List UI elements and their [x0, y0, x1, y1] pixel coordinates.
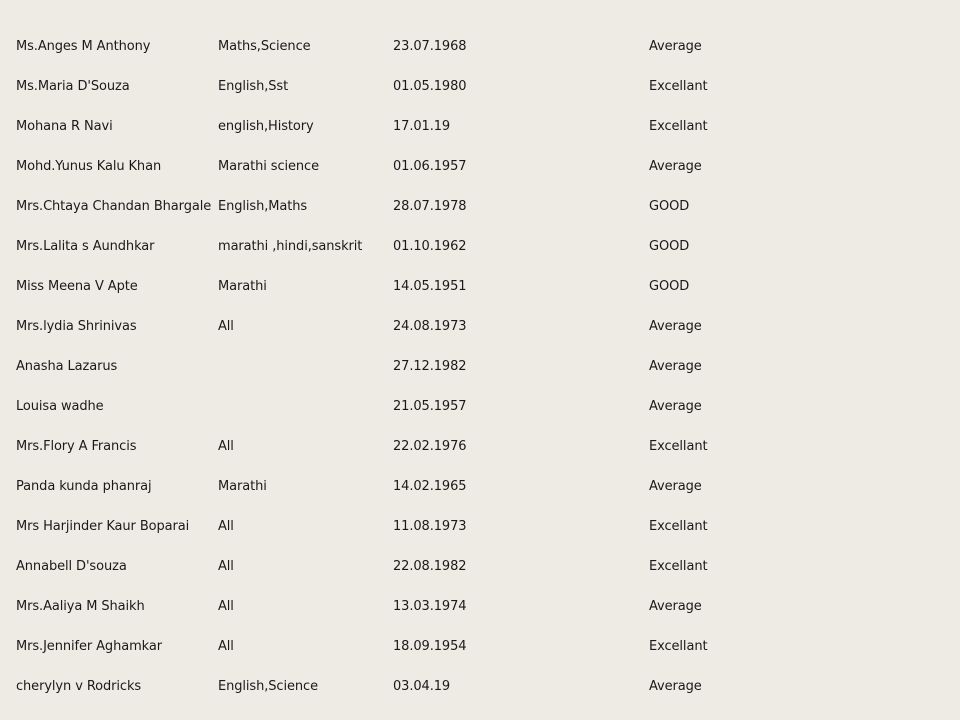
staff-rating: Excellant	[649, 519, 708, 534]
staff-date: 21.05.1957	[393, 399, 467, 414]
staff-subjects: All	[218, 439, 234, 454]
staff-rating: Average	[649, 599, 702, 614]
staff-subjects: Maths,Science	[218, 39, 311, 54]
staff-date: 27.12.1982	[393, 359, 467, 374]
staff-rating: Excellant	[649, 119, 708, 134]
staff-name: Mohd.Yunus Kalu Khan	[16, 159, 162, 174]
staff-name: Mrs.Flory A Francis	[16, 439, 137, 454]
staff-subjects: English,Science	[218, 679, 318, 694]
table-row	[16, 227, 956, 267]
staff-subjects: english,History	[218, 119, 314, 134]
staff-date: 11.08.1973	[393, 519, 467, 534]
staff-name: Mrs.lydia Shrinivas	[16, 319, 137, 334]
table-row	[16, 427, 956, 467]
staff-name: Louisa wadhe	[16, 399, 104, 414]
staff-name: Mrs.Chtaya Chandan Bhargale	[16, 199, 212, 214]
table-row	[16, 387, 956, 427]
staff-name: Ms.Anges M Anthony	[16, 39, 151, 54]
staff-name: Miss Meena V Apte	[16, 279, 138, 294]
staff-subjects: marathi ,hindi,sanskrit	[218, 239, 363, 254]
table-row	[16, 667, 956, 707]
staff-name: Mrs.Jennifer Aghamkar	[16, 639, 162, 654]
table-row	[16, 27, 956, 67]
staff-name: Mrs.Lalita s Aundhkar	[16, 239, 155, 254]
staff-name: Mrs.Aaliya M Shaikh	[16, 599, 145, 614]
staff-subjects: English,Sst	[218, 79, 289, 94]
staff-date: 18.09.1954	[393, 639, 467, 654]
staff-date: 01.06.1957	[393, 159, 467, 174]
staff-rating: Average	[649, 479, 702, 494]
staff-rating: GOOD	[649, 279, 690, 294]
staff-date: 03.04.19	[393, 679, 451, 694]
staff-date: 14.02.1965	[393, 479, 467, 494]
staff-name: Mohana R Navi	[16, 119, 113, 134]
staff-subjects: All	[218, 519, 234, 534]
staff-rating: Excellant	[649, 559, 708, 574]
staff-date: 24.08.1973	[393, 319, 467, 334]
staff-date: 13.03.1974	[393, 599, 467, 614]
staff-rating: GOOD	[649, 199, 690, 214]
staff-name: Panda kunda phanraj	[16, 479, 152, 494]
table-row	[16, 627, 956, 667]
table-row	[16, 467, 956, 507]
staff-table	[16, 27, 956, 707]
staff-date: 01.05.1980	[393, 79, 467, 94]
table-row	[16, 187, 956, 227]
staff-date: 17.01.19	[393, 119, 451, 134]
staff-rating: Excellant	[649, 439, 708, 454]
staff-subjects: All	[218, 559, 234, 574]
staff-name: Mrs Harjinder Kaur Boparai	[16, 519, 190, 534]
staff-subjects: English,Maths	[218, 199, 308, 214]
staff-rating: Excellant	[649, 639, 708, 654]
table-row	[16, 347, 956, 387]
staff-date: 14.05.1951	[393, 279, 467, 294]
staff-subjects: Marathi	[218, 479, 267, 494]
staff-rating: Average	[649, 399, 702, 414]
staff-rating: Average	[649, 359, 702, 374]
staff-subjects: Marathi science	[218, 159, 319, 174]
table-row	[16, 107, 956, 147]
table-row	[16, 547, 956, 587]
staff-rating: Average	[649, 679, 702, 694]
table-row	[16, 147, 956, 187]
staff-subjects: All	[218, 319, 234, 334]
staff-name: cherylyn v Rodricks	[16, 679, 142, 694]
table-row	[16, 507, 956, 547]
staff-date: 22.08.1982	[393, 559, 467, 574]
table-row	[16, 587, 956, 627]
table-row	[16, 267, 956, 307]
staff-date: 01.10.1962	[393, 239, 467, 254]
staff-name: Annabell D'souza	[16, 559, 127, 574]
staff-name: Ms.Maria D'Souza	[16, 79, 130, 94]
staff-date: 22.02.1976	[393, 439, 467, 454]
table-row	[16, 307, 956, 347]
staff-rating: GOOD	[649, 239, 690, 254]
staff-subjects: All	[218, 639, 234, 654]
staff-rating: Average	[649, 39, 702, 54]
staff-subjects: All	[218, 599, 234, 614]
staff-subjects: Marathi	[218, 279, 267, 294]
staff-rating: Excellant	[649, 79, 708, 94]
table-row	[16, 67, 956, 107]
staff-date: 23.07.1968	[393, 39, 467, 54]
staff-rating: Average	[649, 159, 702, 174]
staff-date: 28.07.1978	[393, 199, 467, 214]
staff-rating: Average	[649, 319, 702, 334]
staff-name: Anasha Lazarus	[16, 359, 118, 374]
